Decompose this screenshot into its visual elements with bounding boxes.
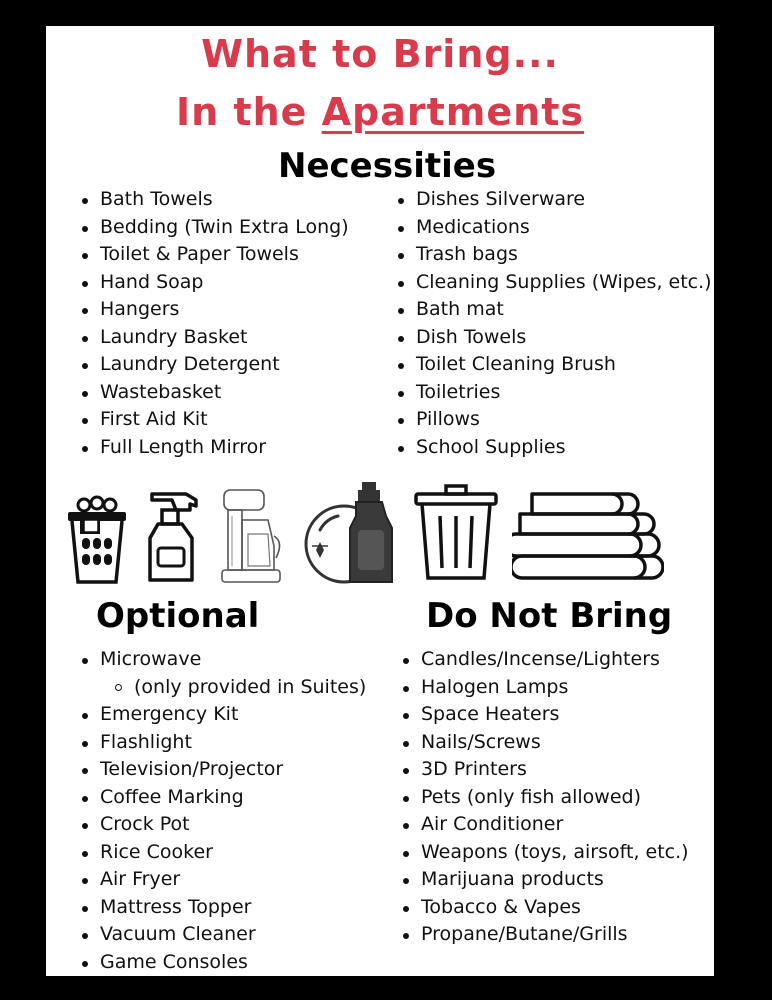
list-item: Crock Pot xyxy=(78,811,366,839)
spray-bottle-icon xyxy=(146,488,204,586)
list-item: School Supplies xyxy=(394,434,712,462)
trash-can-icon xyxy=(414,484,498,582)
optional-heading: Optional xyxy=(96,596,260,636)
list-item: Tobacco & Vapes xyxy=(399,894,689,922)
title-prefix: In the xyxy=(175,90,322,134)
dish-soap-icon xyxy=(298,480,398,588)
do-not-bring-heading: Do Not Bring xyxy=(426,596,673,636)
list-item: Medications xyxy=(394,214,712,242)
list-item: Weapons (toys, airsoft, etc.) xyxy=(399,839,689,867)
list-item: Hangers xyxy=(78,296,349,324)
list-item: Bath Towels xyxy=(78,186,349,214)
list-item: Flashlight xyxy=(78,729,366,757)
list-item: Hand Soap xyxy=(78,269,349,297)
title-line-1: What to Bring... xyxy=(201,32,559,76)
necessities-heading: Necessities xyxy=(278,146,497,186)
list-item: Candles/Incense/Lighters xyxy=(399,646,689,674)
list-item: Toilet Cleaning Brush xyxy=(394,351,712,379)
list-item: Television/Projector xyxy=(78,756,366,784)
list-item: Coffee Marking xyxy=(78,784,366,812)
list-item: Full Length Mirror xyxy=(78,434,349,462)
title-line-2 xyxy=(46,90,714,134)
list-item: Laundry Basket xyxy=(78,324,349,352)
list-item: Marijuana products xyxy=(399,866,689,894)
list-item: First Aid Kit xyxy=(78,406,349,434)
flyer-page xyxy=(46,26,714,976)
list-item: Emergency Kit xyxy=(78,701,366,729)
laundry-basket-icon xyxy=(64,494,130,586)
list-item: Wastebasket xyxy=(78,379,349,407)
list-subitem: (only provided in Suites) xyxy=(78,674,366,702)
list-item: Toilet & Paper Towels xyxy=(78,241,349,269)
list-item: Game Consoles xyxy=(78,949,366,977)
list-item: Bedding (Twin Extra Long) xyxy=(78,214,349,242)
list-item: Air Conditioner xyxy=(399,811,689,839)
list-item: Mattress Topper xyxy=(78,894,366,922)
optional-list xyxy=(78,646,366,976)
list-item: Rice Cooker xyxy=(78,839,366,867)
do-not-bring-list xyxy=(399,646,689,949)
list-item: Bath mat xyxy=(394,296,712,324)
necessities-right-list xyxy=(394,186,712,461)
list-item: Propane/Butane/Grills xyxy=(399,921,689,949)
list-item: Dishes Silverware xyxy=(394,186,712,214)
list-item: Laundry Detergent xyxy=(78,351,349,379)
necessities-left-list xyxy=(78,186,349,461)
title-underlined: Apartments xyxy=(321,90,584,134)
list-item: Nails/Screws xyxy=(399,729,689,757)
list-item: Pillows xyxy=(394,406,712,434)
list-item: Toiletries xyxy=(394,379,712,407)
list-item: Trash bags xyxy=(394,241,712,269)
list-item: Vacuum Cleaner xyxy=(78,921,366,949)
list-item: Space Heaters xyxy=(399,701,689,729)
folded-towels-icon xyxy=(512,490,664,582)
list-item: Pets (only fish allowed) xyxy=(399,784,689,812)
list-item: Air Fryer xyxy=(78,866,366,894)
list-item: 3D Printers xyxy=(399,756,689,784)
list-item: Dish Towels xyxy=(394,324,712,352)
coffee-maker-icon xyxy=(218,486,286,588)
list-item: Microwave xyxy=(78,646,366,674)
list-item: Halogen Lamps xyxy=(399,674,689,702)
list-item: Cleaning Supplies (Wipes, etc.) xyxy=(394,269,712,297)
